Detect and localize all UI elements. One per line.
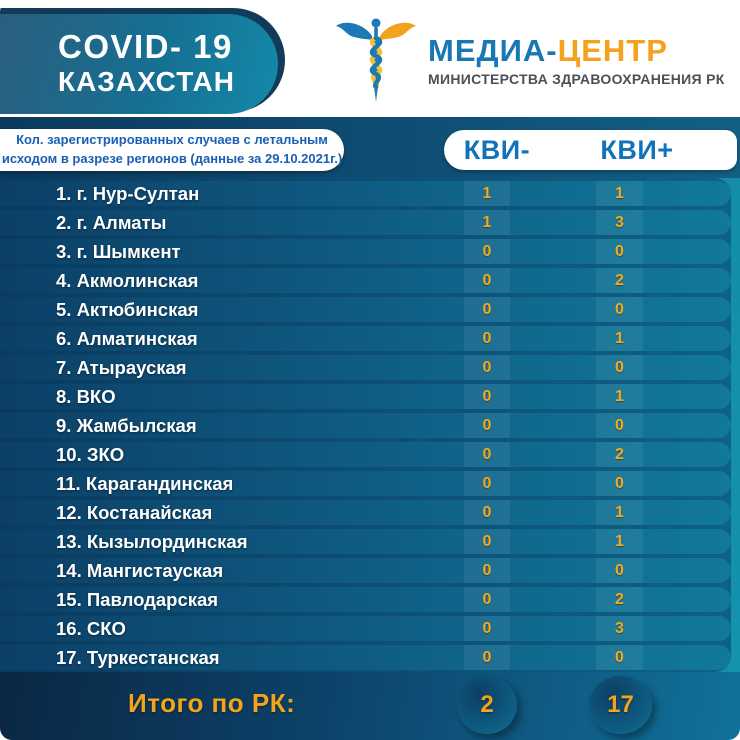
covid-title-line1: COVID- 19 (58, 28, 233, 66)
kvi-minus-value: 0 (464, 239, 510, 264)
kvi-plus-value: 0 (596, 239, 643, 264)
kvi-minus-value: 0 (464, 558, 510, 583)
logo-name-center: ЦЕНТР (557, 32, 668, 68)
media-center-logo (334, 14, 725, 106)
kvi-plus-value: 0 (596, 558, 643, 583)
kvi-plus-value: 2 (596, 587, 643, 612)
kvi-plus-value: 3 (596, 616, 643, 641)
kvi-plus-value: 0 (596, 297, 643, 322)
region-name: 6. Алматинская (56, 327, 198, 349)
kvi-plus-value: 2 (596, 442, 643, 467)
region-name: 11. Карагандинская (56, 472, 234, 494)
kvi-minus-value: 0 (464, 587, 510, 612)
logo-subtitle: МИНИСТЕРСТВА ЗДРАВООХРАНЕНИЯ РК (428, 71, 725, 88)
column-header-kvi-minus: КВИ- (463, 135, 531, 165)
region-name: 7. Атырауская (56, 356, 187, 378)
kvi-minus-value: 1 (464, 210, 510, 235)
region-name: 9. Жамбылская (56, 414, 197, 436)
table-caption-line1: Кол. зарегистрированных случаев с летальным (16, 132, 328, 148)
table-row (0, 268, 731, 293)
table-row (0, 558, 731, 583)
kvi-minus-value: 0 (464, 500, 510, 525)
table-caption (0, 129, 344, 171)
kvi-minus-value: 0 (464, 471, 510, 496)
table-row (0, 500, 731, 525)
region-name: 15. Павлодарская (56, 588, 219, 610)
table-row (0, 529, 731, 554)
logo-name-media: МЕДИА- (428, 32, 558, 68)
logo-name (428, 33, 725, 69)
region-name: 4. Акмолинская (56, 269, 199, 291)
totals-label: Итого по РК: (128, 688, 296, 718)
table-row (0, 471, 731, 496)
table-row (0, 181, 731, 206)
region-name: 13. Кызылординская (56, 530, 248, 552)
table-row (0, 645, 731, 670)
region-name: 3. г. Шымкент (56, 240, 181, 262)
total-kvi-minus-badge: 2 (457, 676, 517, 734)
table-row (0, 616, 731, 641)
region-name: 8. ВКО (56, 385, 116, 407)
kvi-plus-value: 0 (596, 413, 643, 438)
kvi-plus-value: 1 (596, 384, 643, 409)
region-name: 12. Костанайская (56, 501, 213, 523)
region-rows (0, 178, 731, 672)
covid-title-line2: КАЗАХСТАН (58, 66, 235, 98)
table-row (0, 384, 731, 409)
kvi-plus-value: 0 (596, 471, 643, 496)
kvi-minus-value: 0 (464, 529, 510, 554)
totals-band (0, 672, 740, 740)
kvi-plus-value: 0 (596, 355, 643, 380)
region-name: 16. СКО (56, 617, 126, 639)
table-row (0, 210, 731, 235)
kvi-plus-value: 2 (596, 268, 643, 293)
table-row (0, 326, 731, 351)
logo-text (428, 33, 725, 88)
kvi-plus-value: 1 (596, 326, 643, 351)
kvi-minus-value: 0 (464, 413, 510, 438)
top-band (0, 0, 740, 117)
region-name: 17. Туркестанская (56, 646, 220, 668)
kvi-minus-value: 0 (464, 297, 510, 322)
table-row (0, 297, 731, 322)
region-name: 2. г. Алматы (56, 211, 167, 233)
kvi-minus-value: 0 (464, 616, 510, 641)
column-header-pill (444, 130, 737, 170)
table-row (0, 442, 731, 467)
kvi-minus-value: 0 (464, 384, 510, 409)
column-header-kvi-plus: КВИ+ (600, 135, 674, 165)
kvi-minus-value: 0 (464, 326, 510, 351)
kvi-plus-value: 1 (596, 181, 643, 206)
kvi-minus-value: 0 (464, 645, 510, 670)
table-row (0, 239, 731, 264)
region-name: 1. г. Нур-Султан (56, 182, 200, 204)
kvi-minus-value: 0 (464, 442, 510, 467)
table-row (0, 413, 731, 438)
table-row (0, 355, 731, 380)
kvi-plus-value: 0 (596, 645, 643, 670)
table-area (0, 178, 740, 672)
region-name: 5. Актюбинская (56, 298, 199, 320)
total-kvi-plus-badge: 17 (589, 676, 652, 734)
caduceus-icon (334, 14, 418, 106)
kvi-plus-value: 1 (596, 500, 643, 525)
covid-title-box (0, 14, 278, 114)
kvi-minus-value: 0 (464, 355, 510, 380)
table-caption-line2: исходом в разрезе регионов (данные за 29.10.2021г.) (1, 151, 343, 166)
kvi-plus-value: 3 (596, 210, 643, 235)
region-name: 10. ЗКО (56, 443, 125, 465)
kvi-plus-value: 1 (596, 529, 643, 554)
kvi-minus-value: 1 (464, 181, 510, 206)
kvi-minus-value: 0 (464, 268, 510, 293)
region-name: 14. Мангистауская (56, 559, 224, 581)
table-row (0, 587, 731, 612)
